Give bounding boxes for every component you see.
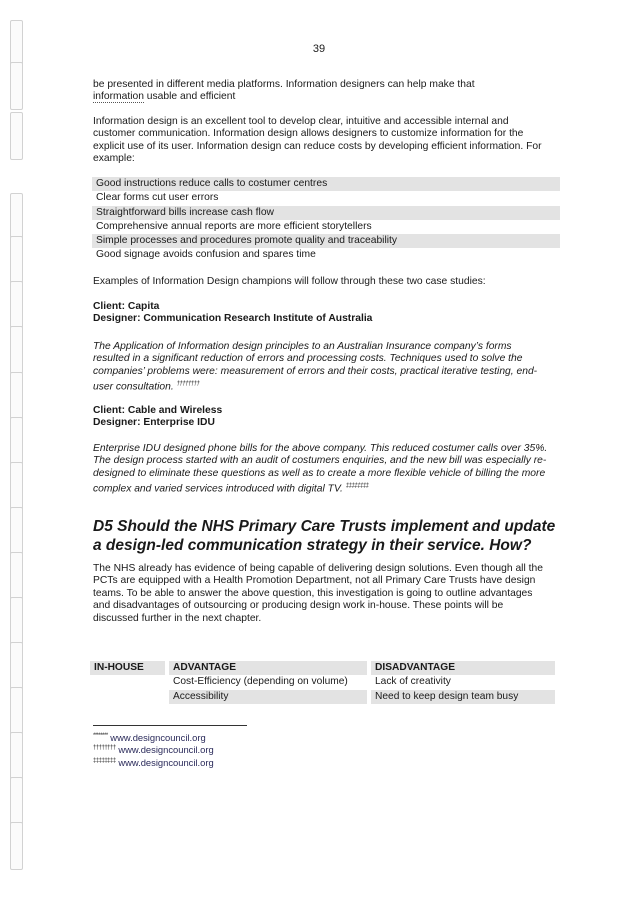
table-cell-empty — [90, 690, 165, 704]
binder-hole — [10, 642, 23, 690]
list-item: Good signage avoids confusion and spares time — [96, 249, 316, 261]
binder-hole — [10, 112, 23, 160]
table-row — [90, 675, 555, 689]
binder-hole — [10, 326, 23, 374]
footnote-mark: ******** — [93, 733, 108, 739]
examples-list — [92, 177, 560, 263]
binder-hole — [10, 281, 23, 329]
binder-hole — [10, 777, 23, 825]
binder-hole — [10, 236, 23, 284]
case2-client — [93, 405, 548, 430]
binder-hole — [10, 822, 23, 870]
binder-hole — [10, 687, 23, 735]
footnote-divider — [93, 725, 247, 726]
case2-client-label: Client: Cable and Wireless — [93, 405, 223, 416]
case1-text: The Application of Information design principles to an Australian Insurance company’s forms resulted in a significant reduction of errors and processing costs. Techniques used to solve the companies’ problems were: measurement of errors and their costs, practical iterative testing, end-user consultation. — [93, 341, 538, 393]
binder-hole — [10, 552, 23, 600]
case2-designer-label: Designer: Enterprise IDU — [93, 417, 215, 429]
binder-hole — [10, 193, 23, 241]
list-item: Comprehensive annual reports are more efficient storytellers — [96, 220, 372, 232]
case2-footnote-mark: ‡‡‡‡‡‡‡‡ — [345, 483, 369, 490]
footnote-link[interactable]: www.designcouncil.org — [118, 744, 214, 756]
footnote-link[interactable]: www.designcouncil.org — [110, 732, 206, 744]
page-number: 39 — [312, 43, 326, 55]
row-label-inhouse: IN-HOUSE — [90, 661, 165, 675]
footnotes — [93, 731, 214, 768]
list-item: Simple processes and procedures promote quality and traceability — [92, 234, 560, 248]
binder-hole — [10, 507, 23, 555]
binder-hole — [10, 417, 23, 465]
footnote-mark: ‡‡‡‡‡‡‡‡ — [93, 757, 116, 764]
list-item: Good instructions reduce calls to costumer centres — [92, 177, 560, 191]
binder-hole — [10, 732, 23, 780]
list-item: Straightforward bills increase cash flow — [92, 206, 560, 220]
footnote-item — [93, 756, 214, 768]
advantage-cell: Accessibility — [169, 690, 367, 704]
footnote-mark: †††††††† — [93, 745, 116, 752]
binder-holes — [10, 0, 24, 903]
footnote-item — [93, 743, 214, 755]
binder-hole — [10, 62, 23, 110]
advantage-header: ADVANTAGE — [169, 661, 367, 675]
disadvantage-cell: Need to keep design team busy — [371, 690, 555, 704]
disadvantage-cell: Lack of creativity — [375, 676, 451, 688]
case2-text: Enterprise IDU designed phone bills for the above company. This reduced costumer calls over 35%. The design process started with an audit of costumers enquiries, and the new bill was especially re-designed to eliminate these questions as well as to create a more flexible vehicle of billing the more complex and varied services introduced with digital TV. — [93, 443, 548, 495]
advantage-cell: Cost-Efficiency (depending on volume) — [173, 676, 348, 688]
paragraph-nhs: The NHS already has evidence of being capable of delivering design solutions. Even though all the PCTs are equipped with a Health Promotion Department, not all Primary Care Trusts have design teams. To be able to answer the above question, this investigation is going to outline advantages and disadvantages of outsourcing or producing design work in-house. These points will be discussed further in the next chapter. — [93, 563, 543, 624]
table-row — [90, 661, 555, 675]
case1-designer-label: Designer: Communication Research Institute of Australia — [93, 313, 373, 325]
case1-footnote-mark: †††††††† — [176, 381, 200, 388]
inhouse-table — [90, 661, 555, 704]
binder-hole — [10, 462, 23, 510]
binder-hole — [10, 597, 23, 645]
paragraph-information-design: Information design is an excellent tool to develop clear, intuitive and accessible internal and customer communication. Information design allows designers to customize information for the explicit use of its user. Information design can reduce costs by developing efficient information. For example: — [93, 116, 542, 165]
paragraph-intro — [93, 79, 548, 104]
intro-line-2: usable and efficient — [143, 91, 236, 103]
footnote-item — [93, 731, 214, 743]
case1-client — [93, 301, 548, 326]
case2-description — [93, 443, 548, 496]
section-heading-d5: D5 Should the NHS Primary Care Trusts implement and update a design-led communication strategy in their service. How? — [93, 518, 556, 554]
intro-line-1: be presented in different media platforms. Information designers can help make that — [93, 79, 475, 90]
disadvantage-header: DISADVANTAGE — [371, 661, 555, 675]
footnote-link[interactable]: www.designcouncil.org — [118, 756, 214, 768]
case1-client-label: Client: Capita — [93, 301, 160, 312]
examples-intro: Examples of Information Design champions will follow through these two case studies: — [93, 276, 486, 287]
case1-description — [93, 341, 548, 394]
intro-underlined-word: information — [93, 91, 144, 103]
table-cell-empty — [90, 675, 165, 689]
list-item: Clear forms cut user errors — [96, 192, 219, 204]
table-row — [90, 690, 555, 704]
binder-hole — [10, 372, 23, 420]
